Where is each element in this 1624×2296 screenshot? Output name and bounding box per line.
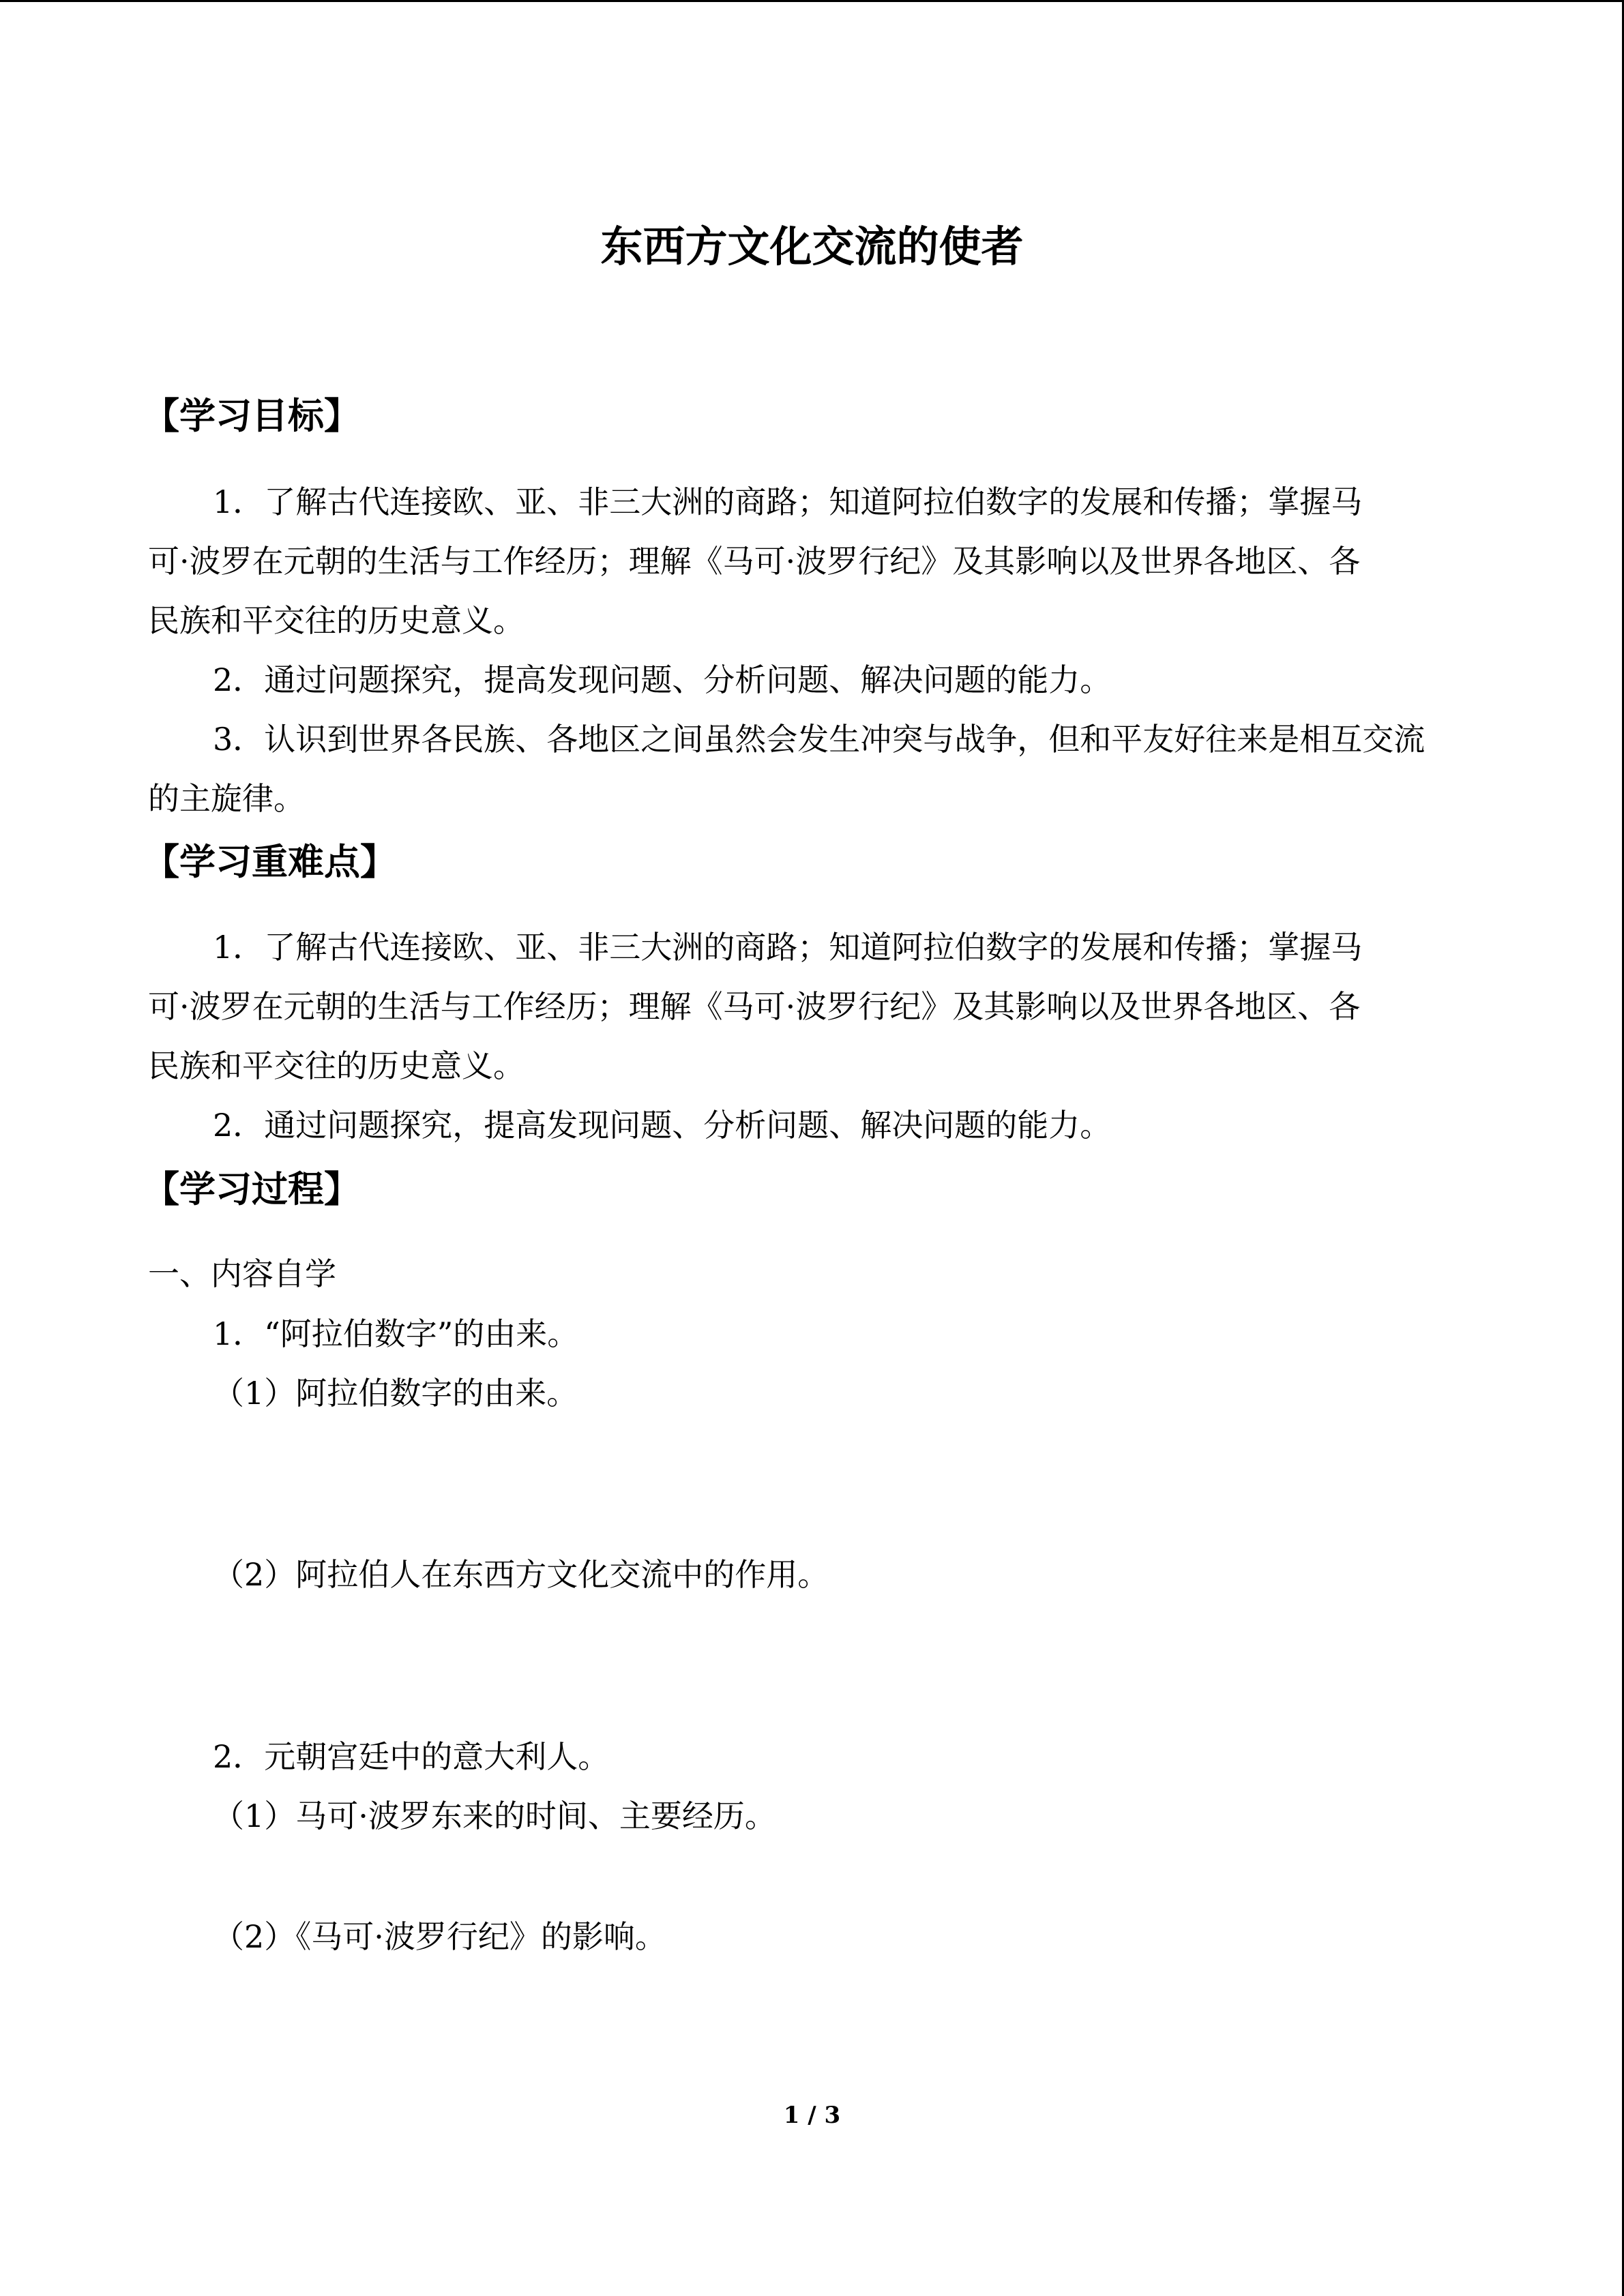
question-2b: （2）《马可·波罗行纪》的影响。 (213, 1918, 666, 1955)
keypoint-1-line-1: 1．了解古代连接欧、亚、非三大洲的商路；知道阿拉伯数字的发展和传播；掌握马 (213, 929, 1363, 966)
goal-3-line-1: 3．认识到世界各民族、各地区之间虽然会发生冲突与战争，但和平友好往来是相互交流 (213, 721, 1426, 758)
keypoint-1-line-2: 可·波罗在元朝的生活与工作经历；理解《马可·波罗行纪》及其影响以及世界各地区、各 (148, 988, 1361, 1025)
page-title: 东西方文化交流的使者 (600, 222, 1024, 271)
keypoint-2-line-1: 2．通过问题探究，提高发现问题、分析问题、解决问题的能力。 (213, 1107, 1112, 1144)
page-number: 1 / 3 (783, 2102, 841, 2129)
process-subheading: 一、内容自学 (148, 1255, 336, 1292)
heading-keypoints: 【学习重难点】 (143, 841, 396, 883)
goal-3-line-2: 的主旋律。 (148, 780, 305, 817)
goal-1-line-1: 1．了解古代连接欧、亚、非三大洲的商路；知道阿拉伯数字的发展和传播；掌握马 (213, 483, 1363, 520)
top-border (0, 0, 1624, 2)
goal-1-line-2: 可·波罗在元朝的生活与工作经历；理解《马可·波罗行纪》及其影响以及世界各地区、各 (148, 543, 1361, 580)
question-1a: （1）阿拉伯数字的由来。 (213, 1375, 578, 1412)
question-1b: （2）阿拉伯人在东西方文化交流中的作用。 (213, 1556, 829, 1593)
goal-1-line-3: 民族和平交往的历史意义。 (148, 602, 525, 639)
question-1: 1．“阿拉伯数字”的由来。 (213, 1315, 579, 1352)
question-2a: （1）马可·波罗东来的时间、主要经历。 (213, 1798, 776, 1834)
keypoint-1-line-3: 民族和平交往的历史意义。 (148, 1047, 525, 1084)
goal-2-line-1: 2．通过问题探究，提高发现问题、分析问题、解决问题的能力。 (213, 661, 1112, 698)
heading-goals: 【学习目标】 (143, 395, 360, 437)
question-2: 2．元朝宫廷中的意大利人。 (213, 1738, 610, 1775)
heading-process: 【学习过程】 (143, 1168, 360, 1210)
